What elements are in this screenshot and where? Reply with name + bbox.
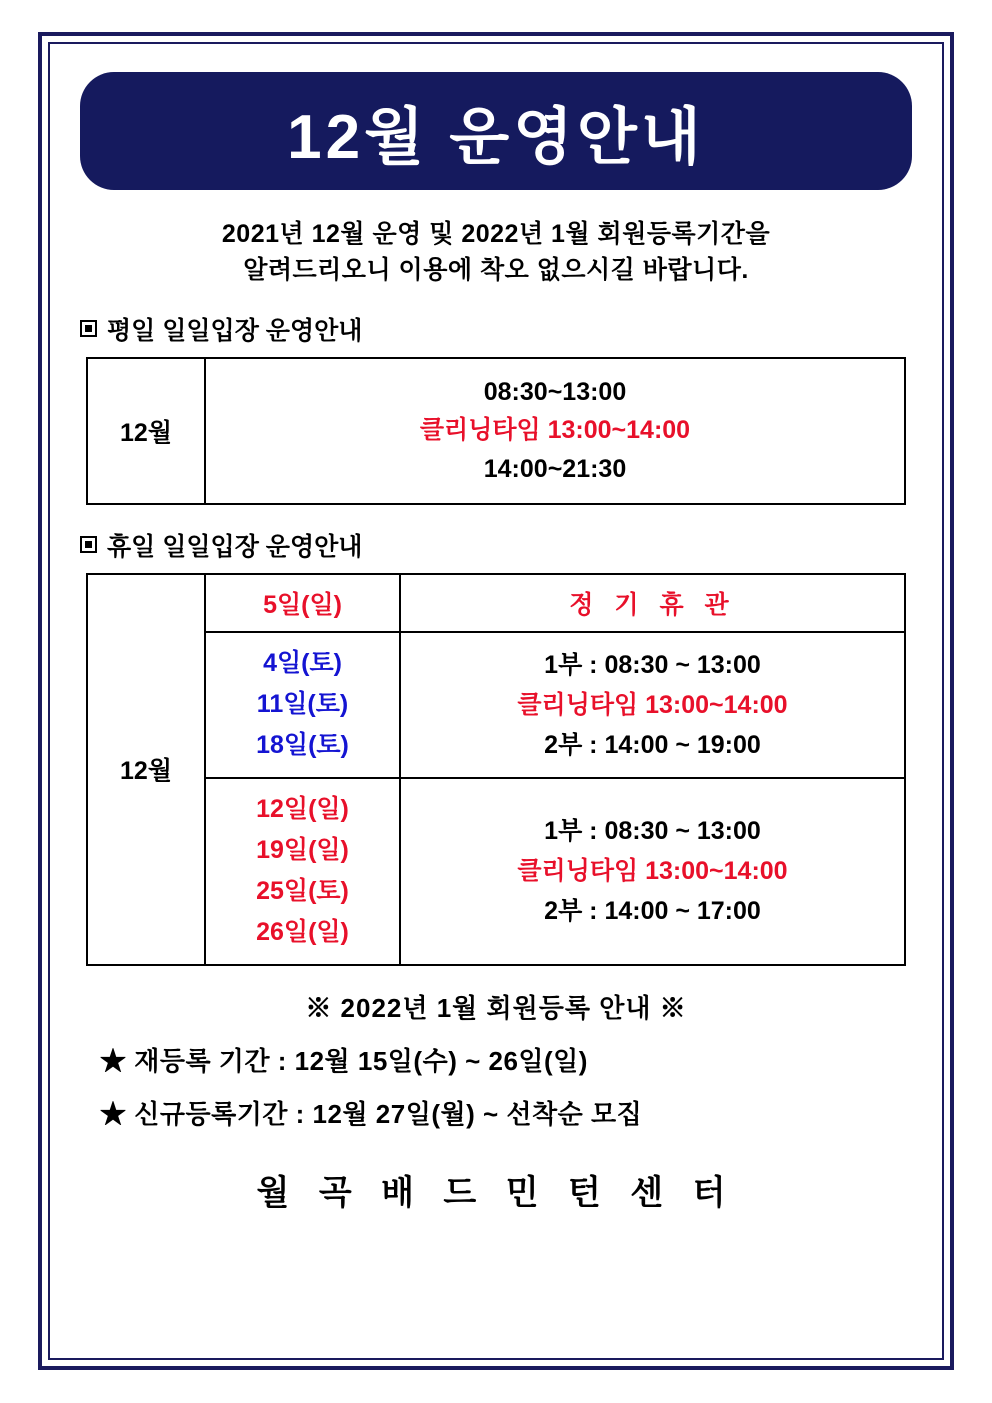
title-banner xyxy=(80,72,912,190)
section-heading-holiday-label: 휴일 일일입장 운영안내 xyxy=(107,532,363,561)
holiday-sat-day-3: 18일(토) xyxy=(256,731,349,760)
bullet-square-icon xyxy=(80,536,97,553)
page-title: 12월 운영안내 xyxy=(287,102,705,172)
registration-reenroll-line: ★ 재등록 기간 : 12월 15일(수) ~ 26일(일) xyxy=(100,1045,588,1076)
holiday-sat-day-2: 11일(토) xyxy=(256,690,349,718)
section-heading-weekday xyxy=(80,311,918,347)
section-heading-weekday-label: 평일 일일입장 운영안내 xyxy=(107,316,363,345)
table-row xyxy=(87,632,905,778)
holiday-month-cell: 12월 xyxy=(87,574,205,965)
holiday-hours-table xyxy=(86,573,906,966)
weekday-hours-table xyxy=(86,357,906,505)
holiday-saturday-detail xyxy=(400,632,905,778)
holiday-sat-cleaning: 클리닝타임 13:00~14:00 xyxy=(517,690,788,719)
weekday-hours-line-2: 14:00~21:30 xyxy=(483,455,627,483)
center-name-footer: 월 곡 배 드 민 턴 센 터 xyxy=(256,1173,736,1212)
weekday-cleaning-time: 클리닝타임 13:00~14:00 xyxy=(419,416,691,445)
holiday-sun-part1: 1부 : 08:30 ~ 13:00 xyxy=(544,817,761,845)
intro-text xyxy=(74,216,918,289)
weekday-hours-line-1: 08:30~13:00 xyxy=(483,377,627,406)
holiday-sunday-days xyxy=(205,778,400,965)
table-row xyxy=(87,358,905,504)
holiday-saturday-days xyxy=(205,632,400,778)
holiday-sun-day-4: 26일(일) xyxy=(256,918,349,947)
table-row xyxy=(87,778,905,965)
holiday-closed-day: 5일(일) xyxy=(205,574,400,632)
poster-inner-border xyxy=(48,42,944,1360)
bullet-square-icon xyxy=(80,320,97,337)
holiday-sun-cleaning: 클리닝타임 13:00~14:00 xyxy=(517,857,788,885)
holiday-closed-label: 정 기 휴 관 xyxy=(400,574,905,632)
holiday-sun-part2: 2부 : 14:00 ~ 17:00 xyxy=(544,897,761,925)
holiday-sunday-detail xyxy=(400,778,905,965)
weekday-month-cell: 12월 xyxy=(87,358,205,504)
holiday-sat-part2: 2부 : 14:00 ~ 19:00 xyxy=(544,730,761,759)
holiday-sun-day-3: 25일(토) xyxy=(256,877,349,905)
holiday-sun-day-2: 19일(일) xyxy=(256,835,349,864)
holiday-sun-day-1: 12일(일) xyxy=(256,794,349,823)
section-heading-holiday xyxy=(80,527,918,563)
registration-new-line: ★ 신규등록기간 : 12월 27일(월) ~ 선착순 모집 xyxy=(100,1098,643,1129)
poster-outer-border xyxy=(38,32,954,1370)
intro-line-2: 알려드리오니 이용에 착오 없으시길 바랍니다. xyxy=(243,256,749,285)
registration-notice: ※ 2022년 1월 회원등록 안내 ※ xyxy=(305,992,687,1023)
weekday-hours-cell xyxy=(205,358,905,504)
holiday-sat-part1: 1부 : 08:30 ~ 13:00 xyxy=(544,650,761,679)
holiday-sat-day-1: 4일(토) xyxy=(263,648,342,677)
intro-line-1: 2021년 12월 운영 및 2022년 1월 회원등록기간을 xyxy=(221,220,771,248)
table-row xyxy=(87,574,905,632)
